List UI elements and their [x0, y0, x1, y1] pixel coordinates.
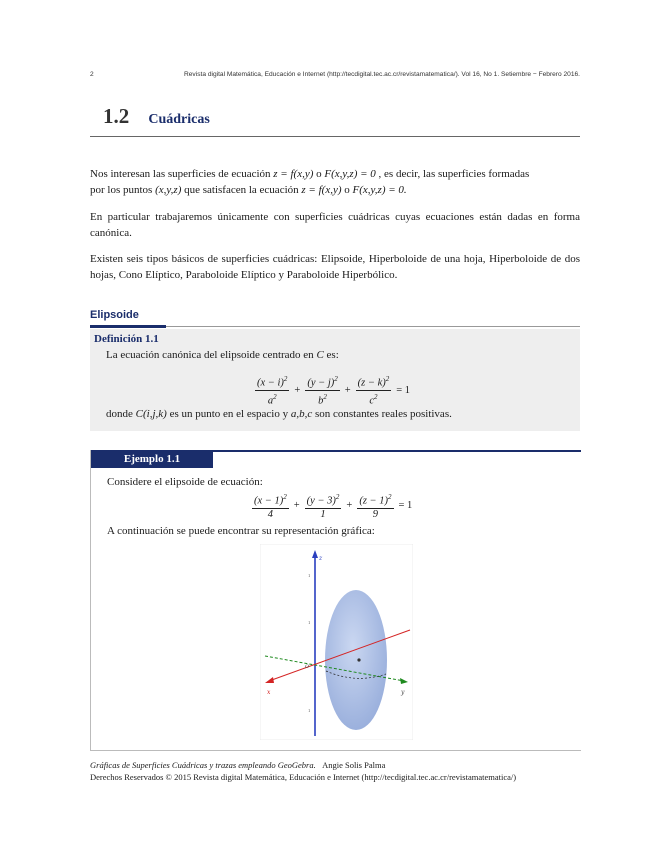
section-number: 1.2: [103, 104, 130, 128]
ellipsoid-graph: [260, 544, 413, 740]
example-equation: $\frac{(x - 1)^2}{4}$ + $\frac{(y - 3)^2}{1}$ + $\frac{(z - 1)^2}{9}$ = 1: [254, 493, 413, 520]
section-rule: [90, 136, 580, 137]
paragraph-intro-line1: Nos interesan las superficies de ecuación z = f(x,y) o F(x,y,z) = 0 , es decir, las superficies formadas: [90, 168, 530, 180]
z-tick: 1: [308, 620, 311, 625]
origin-label: O: [305, 664, 310, 670]
running-head-text: Revista digital Matemática, Educación e Internet (http://tecdigital.tec.ac.cr/revistamatematica/). Vol 16, No 1. Setiembre − Febrero 2016.: [184, 71, 580, 78]
definition-title: Definición 1.1: [94, 333, 159, 345]
subsection-title: Elipsoide: [90, 309, 139, 321]
footer-line1: Gráficas de Superficies Cuádricas y trazas empleando GeoGebra. Angie Solis Palma: [90, 760, 386, 770]
z-axis-label: z: [319, 555, 323, 562]
paragraph-intro-line2: por los puntos (x,y,z) que satisfacen la ecuación z = f(x,y) o F(x,y,z) = 0.: [90, 183, 407, 196]
y-axis-label: y: [401, 689, 405, 696]
z-tick: 1: [308, 708, 311, 713]
section-title: Cuádricas: [148, 112, 210, 127]
example-intro: Considere el elipsoide de ecuación:: [107, 476, 263, 488]
center-point: [357, 658, 360, 661]
page-number: 2: [90, 71, 94, 78]
paragraph-types: Existen seis tipos básicos de superficies cuádricas: Elipsoide, Hiperboloide de una hoja, Hiperboloide de dos hojas, Cono Elíptico, Paraboloide Elíptico y Paraboloide Hiperbólico.: [90, 253, 580, 281]
x-axis-label: x: [267, 689, 271, 696]
example-after-text: A continuación se puede encontrar su representación gráfica:: [107, 525, 375, 537]
example-box: [90, 450, 581, 751]
definition-intro: La ecuación canónica del elipsoide centrado en C es:: [106, 349, 339, 361]
definition-box: [90, 329, 580, 431]
definition-conclusion: donde C(i,j,k) es un punto en el espacio y a,b,c son constantes reales positivas.: [106, 408, 452, 420]
definition-equation: $\frac{(x - i)^2}{a^2}$ + $\frac{(y - j)^2}{b^2}$ + $\frac{(z - k)^2}{c^2}$ = 1: [257, 375, 411, 406]
ellipsoid-surface: [325, 590, 387, 730]
paragraph-intro: [90, 167, 580, 198]
example-title: Ejemplo 1.1: [91, 450, 213, 468]
paragraph-canonical: En particular trabajaremos únicamente con superficies cuádricas cuyas ecuaciones están dadas en forma canónica.: [90, 211, 580, 239]
section-heading: [103, 104, 210, 129]
z-tick: 1: [308, 573, 311, 578]
subsection-rule: [90, 326, 580, 327]
footer-line2: Derechos Reservados © 2015 Revista digital Matemática, Educación e Internet (http://tecdigital.tec.ac.cr/revistamatematica/): [90, 772, 517, 782]
